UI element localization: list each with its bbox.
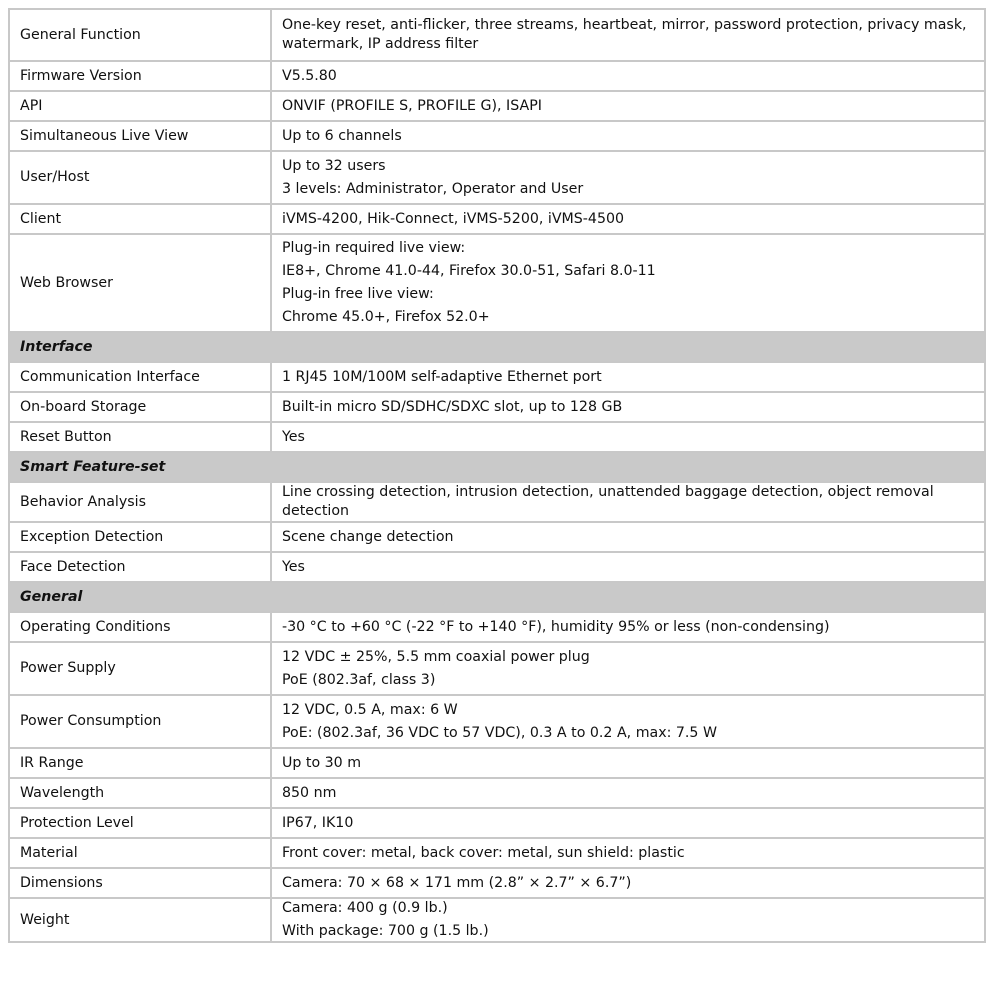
spec-row — [9, 642, 985, 695]
spec-label: User/Host — [9, 151, 271, 204]
spec-value — [271, 522, 985, 552]
spec-value-line: Yes — [282, 428, 305, 445]
section-header-row — [9, 452, 985, 482]
spec-value — [271, 9, 985, 61]
spec-value — [271, 642, 985, 695]
spec-value — [271, 695, 985, 748]
spec-value-line: PoE (802.3af, class 3) — [282, 671, 436, 688]
spec-row — [9, 61, 985, 91]
spec-label: Client — [9, 204, 271, 234]
spec-value-line: Yes — [282, 558, 305, 575]
spec-row — [9, 9, 985, 61]
spec-value-line: IP67, IK10 — [282, 814, 354, 831]
spec-value — [271, 422, 985, 452]
spec-value — [271, 151, 985, 204]
spec-value — [271, 121, 985, 151]
spec-row — [9, 121, 985, 151]
spec-value — [271, 748, 985, 778]
spec-row — [9, 838, 985, 868]
spec-value-line: With package: 700 g (1.5 lb.) — [282, 923, 489, 939]
spec-value — [271, 362, 985, 392]
section-title: General — [9, 582, 985, 612]
spec-label: Face Detection — [9, 552, 271, 582]
spec-label: Firmware Version — [9, 61, 271, 91]
spec-value-line: One-key reset, anti-flicker, three streams, heartbeat, mirror, password protection, privacy mask, watermark, IP address filter — [282, 17, 967, 52]
spec-value — [271, 91, 985, 121]
spec-label: Dimensions — [9, 868, 271, 898]
spec-value — [271, 204, 985, 234]
spec-value-line: Line crossing detection, intrusion detection, unattended baggage detection, object removal detection — [282, 484, 934, 519]
spec-value — [271, 61, 985, 91]
spec-row — [9, 392, 985, 422]
spec-label: Communication Interface — [9, 362, 271, 392]
spec-row — [9, 898, 985, 942]
spec-value — [271, 392, 985, 422]
spec-label: General Function — [9, 9, 271, 61]
section-title: Interface — [9, 332, 985, 362]
spec-row — [9, 362, 985, 392]
spec-row — [9, 612, 985, 642]
spec-value — [271, 838, 985, 868]
spec-value-line: PoE: (802.3af, 36 VDC to 57 VDC), 0.3 A to 0.2 A, max: 7.5 W — [282, 724, 717, 741]
spec-label: Operating Conditions — [9, 612, 271, 642]
spec-value-line: Scene change detection — [282, 528, 454, 545]
spec-label: API — [9, 91, 271, 121]
spec-label: Protection Level — [9, 808, 271, 838]
section-header-row — [9, 582, 985, 612]
spec-value-line: Plug-in free live view: — [282, 286, 434, 302]
spec-label: On-board Storage — [9, 392, 271, 422]
spec-row — [9, 552, 985, 582]
spec-label: IR Range — [9, 748, 271, 778]
spec-value — [271, 898, 985, 942]
spec-label: Exception Detection — [9, 522, 271, 552]
spec-value-line: 1 RJ45 10M/100M self-adaptive Ethernet port — [282, 368, 602, 385]
spec-value-line: Camera: 70 × 68 × 171 mm (2.8” × 2.7” × 6.7”) — [282, 874, 632, 891]
spec-value-line: -30 °C to +60 °C (-22 °F to +140 °F), humidity 95% or less (non-condensing) — [282, 618, 830, 635]
spec-value — [271, 482, 985, 522]
spec-value-line: 12 VDC, 0.5 A, max: 6 W — [282, 701, 458, 718]
spec-row — [9, 91, 985, 121]
spec-value-line: Front cover: metal, back cover: metal, sun shield: plastic — [282, 844, 685, 861]
spec-value-line: iVMS-4200, Hik-Connect, iVMS-5200, iVMS-4500 — [282, 210, 625, 227]
section-title: Smart Feature-set — [9, 452, 985, 482]
spec-value-line: Plug-in required live view: — [282, 240, 466, 256]
spec-label: Material — [9, 838, 271, 868]
spec-label: Power Consumption — [9, 695, 271, 748]
spec-value-line: Up to 6 channels — [282, 127, 402, 144]
spec-label: Web Browser — [9, 234, 271, 332]
spec-row — [9, 778, 985, 808]
spec-value-line: Camera: 400 g (0.9 lb.) — [282, 900, 448, 916]
spec-label: Power Supply — [9, 642, 271, 695]
spec-value-line: Built-in micro SD/SDHC/SDXC slot, up to 128 GB — [282, 398, 623, 415]
spec-row — [9, 151, 985, 204]
spec-row — [9, 234, 985, 332]
spec-table — [8, 8, 986, 943]
spec-value-line: 850 nm — [282, 784, 337, 801]
spec-table-body — [9, 9, 985, 942]
spec-row — [9, 422, 985, 452]
spec-value — [271, 612, 985, 642]
spec-value — [271, 808, 985, 838]
spec-value-line: IE8+, Chrome 41.0-44, Firefox 30.0-51, Safari 8.0-11 — [282, 263, 656, 279]
spec-row — [9, 522, 985, 552]
spec-row — [9, 808, 985, 838]
spec-value-line: Up to 30 m — [282, 754, 362, 771]
spec-row — [9, 482, 985, 522]
spec-label: Simultaneous Live View — [9, 121, 271, 151]
spec-value-line: 3 levels: Administrator, Operator and User — [282, 180, 584, 197]
spec-label: Behavior Analysis — [9, 482, 271, 522]
spec-value — [271, 778, 985, 808]
spec-value-line: 12 VDC ± 25%, 5.5 mm coaxial power plug — [282, 648, 590, 665]
spec-value-line: Up to 32 users — [282, 157, 386, 174]
section-header-row — [9, 332, 985, 362]
spec-value — [271, 234, 985, 332]
spec-label: Reset Button — [9, 422, 271, 452]
spec-value — [271, 868, 985, 898]
spec-label: Wavelength — [9, 778, 271, 808]
spec-label: Weight — [9, 898, 271, 942]
spec-value-line: Chrome 45.0+, Firefox 52.0+ — [282, 309, 490, 325]
spec-value-line: V5.5.80 — [282, 67, 337, 84]
spec-row — [9, 868, 985, 898]
spec-row — [9, 748, 985, 778]
spec-value — [271, 552, 985, 582]
spec-value-line: ONVIF (PROFILE S, PROFILE G), ISAPI — [282, 97, 542, 114]
spec-row — [9, 204, 985, 234]
spec-row — [9, 695, 985, 748]
